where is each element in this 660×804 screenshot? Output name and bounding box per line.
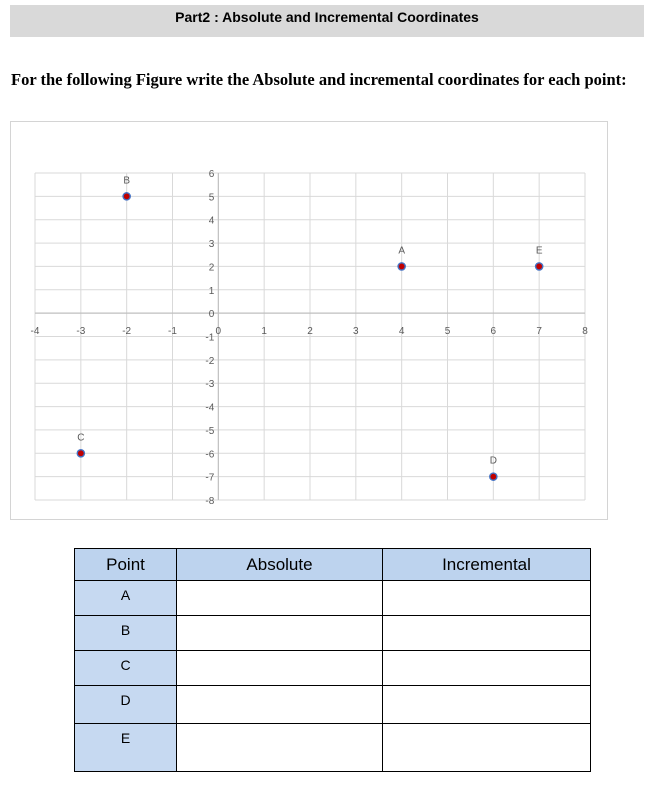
data-label-d: D bbox=[489, 455, 497, 467]
y-tick-label: -3 bbox=[205, 379, 215, 391]
x-tick-label: 2 bbox=[307, 326, 313, 338]
coordinates-table bbox=[74, 548, 591, 772]
table-row bbox=[75, 616, 591, 651]
point-cell: E bbox=[75, 724, 177, 772]
data-point-e bbox=[536, 263, 543, 270]
y-tick-label: -7 bbox=[205, 472, 215, 484]
header-point: Point bbox=[75, 549, 177, 581]
incremental-cell[interactable] bbox=[383, 581, 591, 616]
data-label-a: A bbox=[398, 245, 406, 257]
x-tick-label: 4 bbox=[398, 326, 405, 338]
table-row bbox=[75, 581, 591, 616]
page-title: Part2 : Absolute and Incremental Coordinates bbox=[175, 9, 479, 25]
header-incremental: Incremental bbox=[383, 549, 591, 581]
x-tick-label: 6 bbox=[490, 326, 497, 338]
y-tick-label: -2 bbox=[205, 355, 215, 367]
incremental-cell[interactable] bbox=[383, 686, 591, 724]
absolute-cell[interactable] bbox=[177, 616, 383, 651]
header-absolute: Absolute bbox=[177, 549, 383, 581]
x-tick-label: -2 bbox=[122, 326, 132, 338]
data-label-e: E bbox=[535, 245, 543, 257]
point-cell: A bbox=[75, 581, 177, 616]
x-tick-label: -3 bbox=[76, 326, 86, 338]
absolute-cell[interactable] bbox=[177, 724, 383, 772]
y-tick-label: 4 bbox=[208, 215, 215, 227]
data-label-b: B bbox=[123, 175, 131, 187]
y-tick-label: 6 bbox=[208, 169, 215, 180]
x-tick-label: 1 bbox=[261, 326, 267, 338]
data-point-d bbox=[490, 473, 497, 480]
table-row bbox=[75, 724, 591, 772]
y-tick-label: -6 bbox=[205, 449, 215, 461]
x-tick-label: -1 bbox=[168, 326, 177, 338]
table-row bbox=[75, 651, 591, 686]
y-tick-label: 0 bbox=[208, 309, 215, 321]
x-tick-label: -4 bbox=[30, 326, 40, 338]
table-header-row bbox=[75, 549, 591, 581]
x-tick-label: 0 bbox=[215, 326, 222, 338]
absolute-cell[interactable] bbox=[177, 651, 383, 686]
incremental-cell[interactable] bbox=[383, 616, 591, 651]
point-cell: D bbox=[75, 686, 177, 724]
y-tick-label: -5 bbox=[205, 425, 215, 437]
absolute-cell[interactable] bbox=[177, 581, 383, 616]
data-point-c bbox=[77, 450, 84, 457]
data-point-a bbox=[398, 263, 405, 270]
point-cell: C bbox=[75, 651, 177, 686]
x-tick-label: 7 bbox=[536, 326, 542, 338]
data-point-b bbox=[123, 193, 130, 200]
table-row bbox=[75, 686, 591, 724]
instruction-text: For the following Figure write the Absolute and incremental coordinates for each point: bbox=[11, 70, 627, 89]
x-tick-label: 8 bbox=[582, 326, 588, 338]
y-tick-label: -8 bbox=[205, 496, 215, 507]
y-tick-label: 3 bbox=[208, 239, 215, 251]
point-cell: B bbox=[75, 616, 177, 651]
y-tick-label: 5 bbox=[208, 192, 215, 204]
incremental-cell[interactable] bbox=[383, 724, 591, 772]
y-tick-label: 2 bbox=[208, 262, 215, 274]
y-tick-label: -1 bbox=[205, 332, 215, 344]
y-tick-label: 1 bbox=[208, 285, 215, 297]
x-tick-label: 3 bbox=[353, 326, 359, 338]
absolute-cell[interactable] bbox=[177, 686, 383, 724]
x-tick-label: 5 bbox=[444, 326, 451, 338]
data-label-c: C bbox=[77, 432, 85, 444]
incremental-cell[interactable] bbox=[383, 651, 591, 686]
y-tick-label: -4 bbox=[205, 402, 215, 414]
